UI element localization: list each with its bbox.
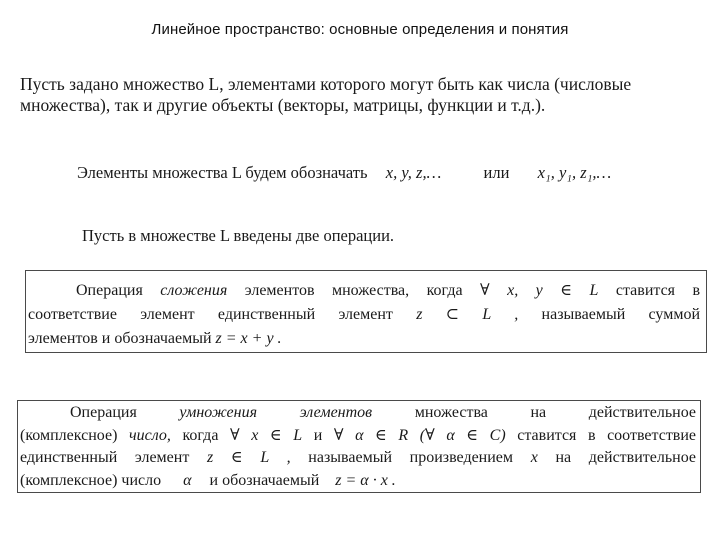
mult-text-6: (комплексное) число — [20, 471, 162, 489]
addition-text-2: ставится в — [615, 282, 700, 299]
mult-var-alpha: α — [183, 471, 192, 489]
mult-word-number: число, — [128, 426, 171, 444]
mult-row-2 — [20, 425, 696, 448]
addition-word-operation: Операция — [76, 282, 143, 299]
vars-formula-2: x₁, y₁, z₁,… — [537, 163, 612, 182]
intro-paragraph: Пусть задано множество L, элементами которого могут быть как числа (числовые множества), так и другие объекты (векторы, матрицы, функции и т.д.). — [20, 74, 632, 115]
mult-row-4 — [20, 470, 696, 493]
mult-formula-forall-x: ∀ x ∈ L — [229, 426, 303, 444]
two-operations-line: Пусть в множестве L введены две операции. — [82, 226, 395, 245]
addition-text-5: элементов и обозначаемый — [28, 330, 212, 347]
mult-text-4: называемый произведением — [308, 449, 514, 466]
mult-text-5: на действительное — [555, 449, 696, 466]
mult-text-2: ставится в соответствие — [517, 426, 696, 444]
addition-row-3 — [28, 327, 700, 351]
mult-text-when: когда — [182, 426, 219, 444]
addition-row-1 — [28, 279, 700, 303]
slide-title: Линейное пространство: основные определения и понятия — [151, 21, 569, 38]
addition-formula-z: z ⊂ L , — [416, 306, 519, 323]
mult-text-complex: (комплексное) — [20, 426, 118, 444]
elements-text: Элементы множества L будем обозначать — [77, 163, 368, 182]
addition-definition-box — [25, 270, 707, 353]
multiplication-definition-box — [17, 400, 701, 493]
mult-text-3: единственный элемент — [20, 449, 190, 466]
vars-formula-1: x, y, z,… — [385, 163, 442, 182]
addition-formula-forall: ∀ x, y ∈ L — [480, 282, 599, 299]
mult-row-1 — [20, 402, 696, 425]
elements-notation-line — [77, 163, 611, 183]
mult-formula-product: z = α · x . — [335, 471, 396, 489]
addition-word-sum: сложения — [160, 282, 228, 299]
mult-formula-forall-alpha-r: ∀ α ∈ R — [333, 426, 409, 444]
or-word: или — [483, 163, 510, 182]
mult-row-3 — [20, 447, 696, 470]
mult-text-7: и обозначаемый — [209, 471, 320, 489]
mult-formula-forall-alpha-c: (∀ α ∈ C) — [419, 426, 506, 444]
addition-text-1: элементов множества, когда — [244, 282, 463, 299]
mult-word-operation: Операция — [70, 404, 137, 421]
mult-word-multiply: умножения элементов — [179, 404, 373, 421]
addition-row-2 — [28, 303, 700, 327]
addition-text-4: называемый суммой — [541, 306, 700, 323]
mult-text-and: и — [313, 426, 323, 444]
addition-text-3: соответствие элемент единственный элемент — [28, 306, 393, 323]
mult-text-1: множества на действительное — [414, 404, 696, 421]
mult-formula-z: z ∈ L , — [207, 449, 291, 466]
addition-formula-sum: z = x + y . — [215, 330, 282, 347]
mult-var-x: x — [530, 449, 538, 466]
